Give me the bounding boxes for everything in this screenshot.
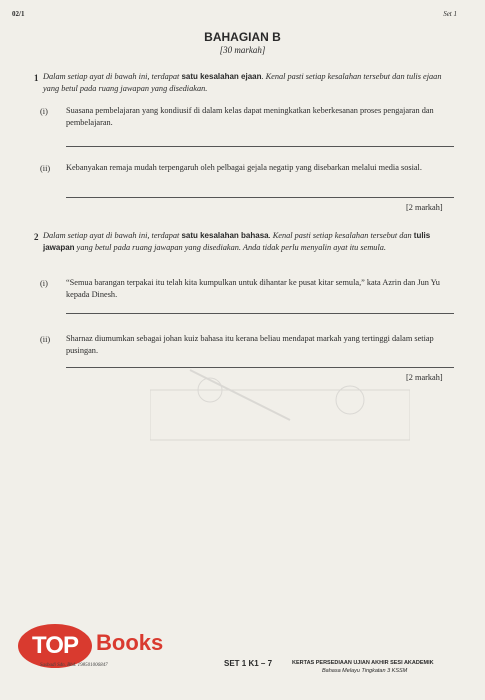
q1-item-1-label: (i): [40, 107, 48, 116]
q2-item-2-label: (ii): [40, 335, 51, 344]
topbooks-watermark-logo: [10, 620, 190, 690]
q2-marks: [2 markah]: [406, 373, 443, 382]
q1-item-2-text: Kebanyakan remaja mudah terpengaruh oleh pelbagai gejala negatip yang disebarkan melalui media sosial.: [66, 163, 422, 172]
show-through-illustration: [150, 360, 410, 465]
footer-exam-title: KERTAS PERSEDIAAN UJIAN AKHIR SESI AKADEMIK: [292, 660, 434, 666]
publisher-line: Sasbadi Sdn. Bhd. 198501006847: [40, 663, 108, 668]
question-2-number: 2: [34, 232, 39, 242]
q1-item-2-answer-line[interactable]: [66, 197, 454, 198]
q1-item-1-text: Suasana pembelajaran yang kondiusif di dalam kelas dapat meningkatkan keberkesanan proses pengajaran dan pembelajaran.: [66, 106, 434, 127]
question-2-instruction: Dalam setiap ayat di bawah ini, terdapat satu kesalahan bahasa. Kenal pasti setiap kesalahan tersebut dan tulis jawapan yang betul pada ruang jawapan yang disediakan. Anda tidak perlu menyalin ayat itu semula.: [43, 231, 431, 252]
watermark-books: Books: [96, 630, 164, 655]
section-title: BAHAGIAN B: [204, 30, 281, 44]
q1-item-1-answer-line[interactable]: [66, 146, 454, 147]
set-label: Set 1: [443, 10, 457, 18]
question-1-number: 1: [34, 73, 39, 83]
q2-item-1-answer-line[interactable]: [66, 313, 454, 314]
question-1-instruction: Dalam setiap ayat di bawah ini, terdapat satu kesalahan ejaan. Kenal pasti setiap kesalahan tersebut dan tulis ejaan yang betul pada ruang jawapan yang disediakan.: [43, 72, 442, 93]
q2-item-1-text: “Semua barangan terpakai itu telah kita kumpulkan untuk dihantar ke pusat kitar semula,” kata Azrin dan Jun Yu kepada Dinesh.: [66, 278, 440, 299]
q2-item-2-answer-line[interactable]: [66, 367, 454, 368]
watermark-top: TOP: [18, 624, 92, 668]
q1-marks: [2 markah]: [406, 203, 443, 212]
q2-item-1-label: (i): [40, 279, 48, 288]
footer-set-code: SET 1 K1 – 7: [224, 659, 273, 668]
footer-subject: Bahasa Melayu Tingkatan 3 KSSM: [322, 668, 408, 674]
section-marks: [30 markah]: [219, 45, 266, 55]
paper-code: 02/1: [12, 10, 25, 18]
q2-item-2-text: Sharnaz diumumkan sebagai johan kuiz bahasa itu kerana beliau mendapat markah yang tertinggi dalam setiap pusingan.: [66, 334, 434, 355]
q1-item-2-label: (ii): [40, 164, 51, 173]
